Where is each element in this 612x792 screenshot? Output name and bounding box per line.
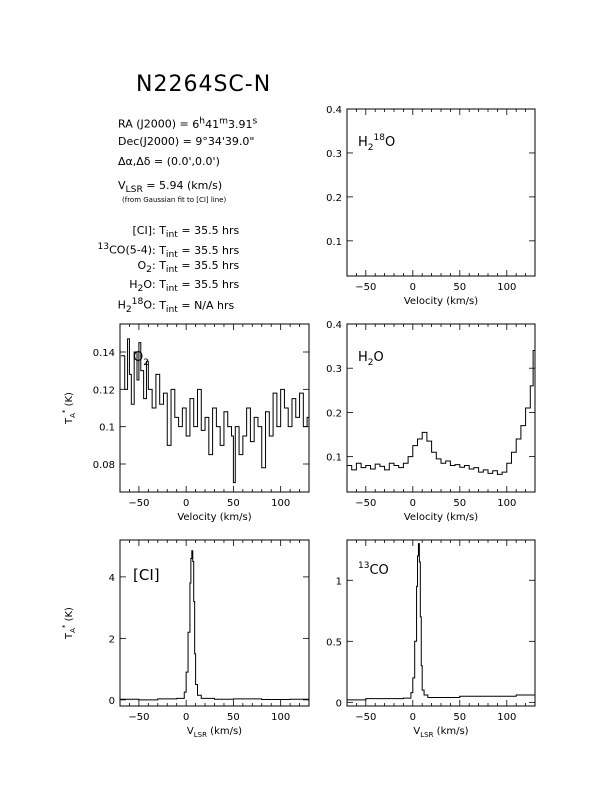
- x-tick-label: 100: [497, 498, 517, 509]
- x-tick-label: 100: [497, 282, 517, 293]
- x-tick-label: 0: [409, 282, 416, 293]
- y-tick-label: 0.2: [326, 408, 342, 420]
- y-tick-label: 1: [335, 576, 342, 588]
- y-tick-label: 0.3: [326, 148, 342, 160]
- x-tick-label: 50: [453, 498, 467, 509]
- axis-label: $V_{LSR}$ (km/s): [413, 726, 469, 739]
- x-tick-label: 0: [409, 712, 416, 723]
- y-tick-label: 0: [108, 695, 115, 707]
- y-tick-label: 4: [108, 572, 115, 584]
- axis-label: Velocity (km/s): [403, 296, 479, 307]
- x-tick-label: 50: [453, 712, 467, 723]
- chart-panel-ci: [61, 540, 309, 739]
- dec-label: Dec(J2000) =: [118, 135, 192, 148]
- plot-frame: [120, 540, 309, 706]
- panel-title: $H_2^{18}O$: [358, 133, 396, 153]
- y-tick-label: 0.1: [326, 452, 342, 464]
- tint-line-name: $H_2^{18}O$: [117, 296, 152, 315]
- y-tick-label: 0.4: [326, 320, 342, 331]
- tint-line-name: $H_2O$: [129, 278, 152, 295]
- x-tick-label: 0: [182, 712, 190, 723]
- panel-title: $O_2$: [133, 350, 149, 368]
- y-tick-label: 0: [335, 698, 342, 710]
- offset-label: Δα,Δδ =: [118, 155, 164, 168]
- x-tick-label: 50: [227, 712, 240, 723]
- y-tick-label: 0.4: [326, 105, 342, 116]
- x-tick-label: −50: [355, 282, 377, 293]
- x-tick-label: 50: [453, 282, 467, 293]
- panel-title: $H_2O$: [358, 350, 384, 368]
- y-tick-label: 0.14: [92, 348, 115, 359]
- tint-value: : $T_{int} = N/A$ hrs: [152, 298, 235, 315]
- axis-label: $T_A^*$ (K): [61, 607, 77, 639]
- panel-title: $^{13}$CO: [358, 561, 389, 578]
- x-tick-label: −50: [128, 498, 150, 509]
- tint-line-name: $O_2$: [137, 259, 152, 276]
- y-tick-label: 0.08: [92, 460, 115, 471]
- ra-value: 6$^h$41$^m$3.91$^s$: [192, 115, 258, 131]
- y-tick-label: 0.5: [326, 637, 342, 649]
- axis-label: $T_A^*$ (K): [61, 392, 77, 424]
- spectrum-line-o2: [121, 339, 309, 483]
- y-tick-label: 0.1: [326, 236, 342, 248]
- source-title: N2264SC-N: [136, 72, 272, 97]
- tint-value: : $T_{int} = 35.5$ hrs: [152, 224, 240, 241]
- chart-panel-h218o: [326, 105, 535, 307]
- axis-label: $V_{LSR}$ (km/s): [186, 726, 243, 739]
- vlsr-note: (from Gaussian fit to [CI] line): [122, 196, 227, 204]
- vlsr-label: $V_{LSR}$ =: [118, 179, 156, 196]
- y-tick-label: 0.3: [326, 364, 342, 376]
- axis-label: Velocity (km/s): [403, 512, 479, 523]
- axis-label: Velocity (km/s): [177, 512, 252, 523]
- tint-value: : $T_{int} = 35.5$ hrs: [152, 243, 240, 260]
- y-tick-label: 2: [108, 634, 115, 646]
- tint-line-name: [CI]: [132, 224, 152, 237]
- x-tick-label: 100: [271, 712, 291, 723]
- y-tick-label: 0.12: [92, 385, 115, 397]
- tint-line-name: $^{13}$CO(5-4): [97, 241, 152, 257]
- x-tick-label: −50: [355, 712, 377, 723]
- chart-panel-h2o: [326, 320, 535, 523]
- dec-value: 9°34'39.0": [195, 135, 255, 148]
- tint-value: : $T_{int} = 35.5$ hrs: [152, 259, 240, 276]
- x-tick-label: −50: [355, 498, 377, 509]
- x-tick-label: 0: [409, 498, 416, 509]
- x-tick-label: 0: [182, 498, 190, 509]
- vlsr-value: 5.94 (km/s): [159, 179, 223, 192]
- chart-panel-o2: [61, 324, 309, 523]
- offset-value: (0.0',0.0'): [166, 155, 220, 168]
- chart-panel-co13: [326, 540, 535, 739]
- ra-label: RA (J2000) =: [118, 117, 189, 131]
- x-tick-label: −50: [128, 712, 150, 723]
- y-tick-label: 0.2: [326, 192, 342, 204]
- y-tick-label: 0.1: [99, 422, 115, 434]
- x-tick-label: 100: [497, 712, 517, 723]
- x-tick-label: 50: [227, 498, 240, 509]
- tint-value: : $T_{int} = 35.5$ hrs: [152, 278, 240, 295]
- panel-title: [CI]: [133, 566, 160, 584]
- x-tick-label: 100: [271, 498, 291, 509]
